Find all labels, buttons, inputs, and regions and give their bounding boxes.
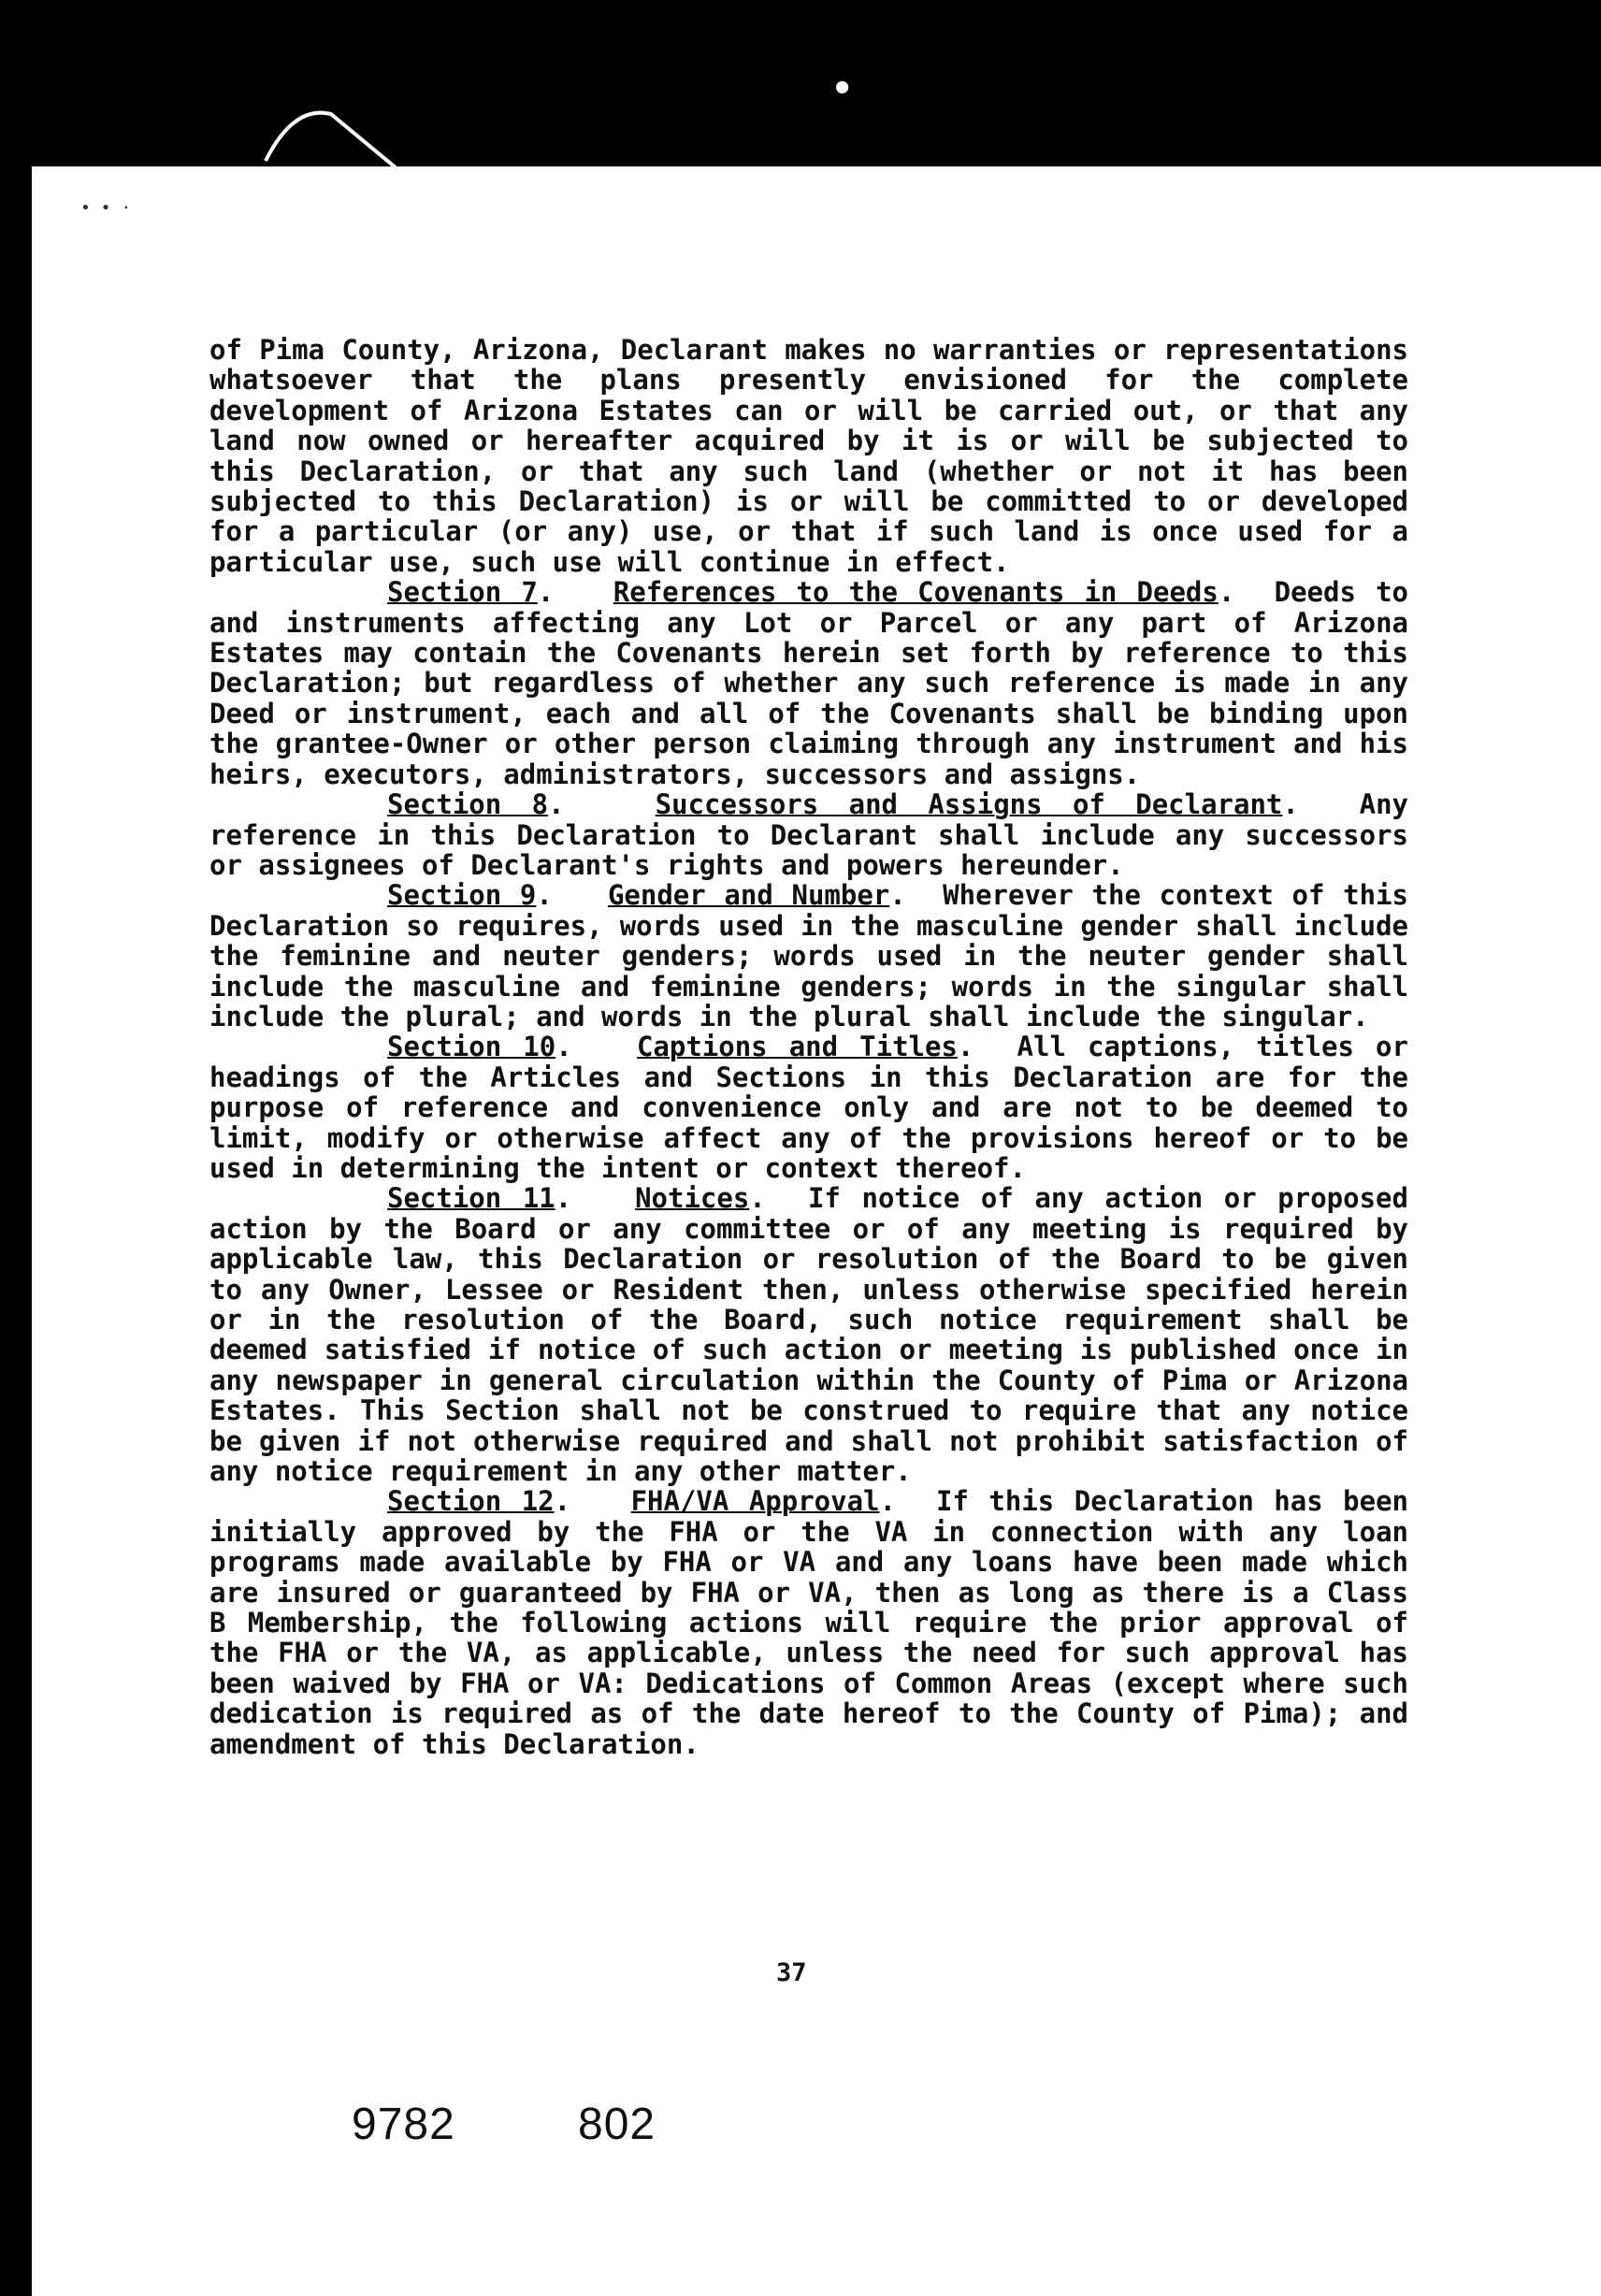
scanner-crop-mark [256,105,406,170]
recording-stamp-docket: 9782 [352,2100,455,2149]
section-label: Section 8 [387,788,549,821]
section-label: Section 11 [387,1182,555,1215]
paragraph-text: of Pima County, Arizona, Declarant makes no warranties or representations whatsoever that the plans presently envisioned for the complete development of Arizona Estates can or will be carried out, or that any land now owned or hereafter acquired by it is or will be subjected to this Declaration, or that any such land (whether or not it has been subjected to this Declaration) is or will be committed to or developed for a particular (or any) use, or that if such land is once used for a particular use, such use will continue in effect. [209,334,1408,578]
recording-stamp-page: 802 [578,2100,656,2149]
paragraph-section-12: Section 12. FHA/VA Approval. If this Declaration has been initially approved by the FHA or the VA in connection with any loan programs made available by FHA or VA and any loans have been made which are insured or guaranteed by FHA or VA, then as long as there is a Class B Membership, the following actions will require the prior approval of the FHA or the VA, as applicable, unless the need for such approval has been waived by FHA or VA: Dedications of Common Areas (except where such dedication is required as of the date hereof to the County of Pima); and amendment of this Declaration. [209,1485,1408,1760]
paragraph-text: If this Declaration has been initially approved by the FHA or the VA in connection with any loan programs made available by FHA or VA and any loans have been made which are insured or guaranteed by FHA or VA, then as long as there is a Class B Membership, the following actions will require the prior approval of the FHA or the VA, as applicable, unless the need for such approval has been waived by FHA or VA: Dedications of Common Areas (except where such dedication is required as of the date hereof to the County of Pima); and amendment of this Declaration. [209,1485,1408,1760]
paragraph-section-7: Section 7. References to the Covenants in Deeds. Deeds to and instruments affecting any Lot or Parcel or any part of Arizona Estates may contain the Covenants herein set forth by reference to this Declaration; but regardless of whether any such reference is made in any Deed or instrument, each and all of the Covenants shall be binding upon the grantee-Owner or other person claiming through any instrument and his heirs, executors, administrators, successors and assigns. [209,576,1408,790]
document-body [209,335,1408,1759]
section-label: Section 9 [387,879,537,912]
section-heading: Gender and Number [607,879,890,912]
scan-speck: ● [836,75,849,98]
section-label: Section 7 [387,576,538,609]
paragraph-text: Any reference in this Declaration to Declarant shall include any successors or assignees of Declarant's rights and powers hereunder. [209,788,1409,881]
paragraph-text: If notice of any action or proposed action by the Board or any committee or of any meeting is required by applicable law, this Declaration or resolution of the Board to be given to any Owner, Lessee or Resident then, unless otherwise specified herein or in the resolution of the Board, such notice requirement shall be deemed satisfied if notice of such action or meeting is published once in any newspaper in general circulation within the County of Pima or Arizona Estates. This Section shall not be construed to require that any notice be given if not otherwise required and shall not prohibit satisfaction of any notice requirement in any other matter. [209,1182,1408,1488]
paragraph-text: Deeds to and instruments affecting any Lot or Parcel or any part of Arizona Estates may contain the Covenants herein set forth by reference to this Declaration; but regardless of whether any such reference is made in any Deed or instrument, each and all of the Covenants shall be binding upon the grantee-Owner or other person claiming through any instrument and his heirs, executors, administrators, successors and assigns. [209,576,1408,790]
paragraph-section-11: Section 11. Notices. If notice of any action or proposed action by the Board or any committee or of any meeting is required by applicable law, this Declaration or resolution of the Board to be given to any Owner, Lessee or Resident then, unless otherwise specified herein or in the resolution of the Board, such notice requirement shall be deemed satisfied if notice of such action or meeting is published once in any newspaper in general circulation within the County of Pima or Arizona Estates. This Section shall not be construed to require that any notice be given if not otherwise required and shall not prohibit satisfaction of any notice requirement in any other matter. [209,1182,1408,1488]
paragraph-section-9: Section 9. Gender and Number. Wherever the context of this Declaration so requires, words used in the masculine gender shall include the feminine and neuter genders; words used in the neuter gender shall include the masculine and feminine genders; words in the singular shall include the plural; and words in the plural shall include the singular. [209,879,1409,1032]
section-heading: Successors and Assigns of Declarant [655,788,1283,821]
section-heading: FHA/VA Approval [630,1485,880,1518]
paragraph-section-10: Section 10. Captions and Titles. All captions, titles or headings of the Articles and Sections in this Declaration are for the purpose of reference and convenience only and are not to be deemed to limit, modify or otherwise affect any of the provisions hereof or to be used in determining the intent or context thereof. [209,1031,1408,1184]
section-heading: Captions and Titles [636,1031,958,1063]
section-heading: Notices [635,1182,750,1215]
scan-noise-dots: • • · [80,198,132,218]
section-label: Section 10 [387,1031,556,1063]
paragraph-text: Wherever the context of this Declaration so requires, words used in the masculine gender shall include the feminine and neuter genders; words used in the neuter gender shall include the masculine and feminine genders; words in the singular shall include the plural; and words in the plural shall include the singular. [209,879,1409,1032]
paragraph-section-8: Section 8. Successors and Assigns of Declarant. Any reference in this Declaration to Declarant shall include any successors or assignees of Declarant's rights and powers hereunder. [209,788,1409,881]
paragraph-text: All captions, titles or headings of the Articles and Sections in this Declaration are for the purpose of reference and convenience only and are not to be deemed to limit, modify or otherwise affect any of the provisions hereof or to be used in determining the intent or context thereof. [209,1031,1408,1184]
paragraph-intro [209,335,1408,577]
page-number: 37 [776,1958,807,1987]
section-heading: References to the Covenants in Deeds [613,576,1219,609]
section-label: Section 12 [387,1485,555,1518]
